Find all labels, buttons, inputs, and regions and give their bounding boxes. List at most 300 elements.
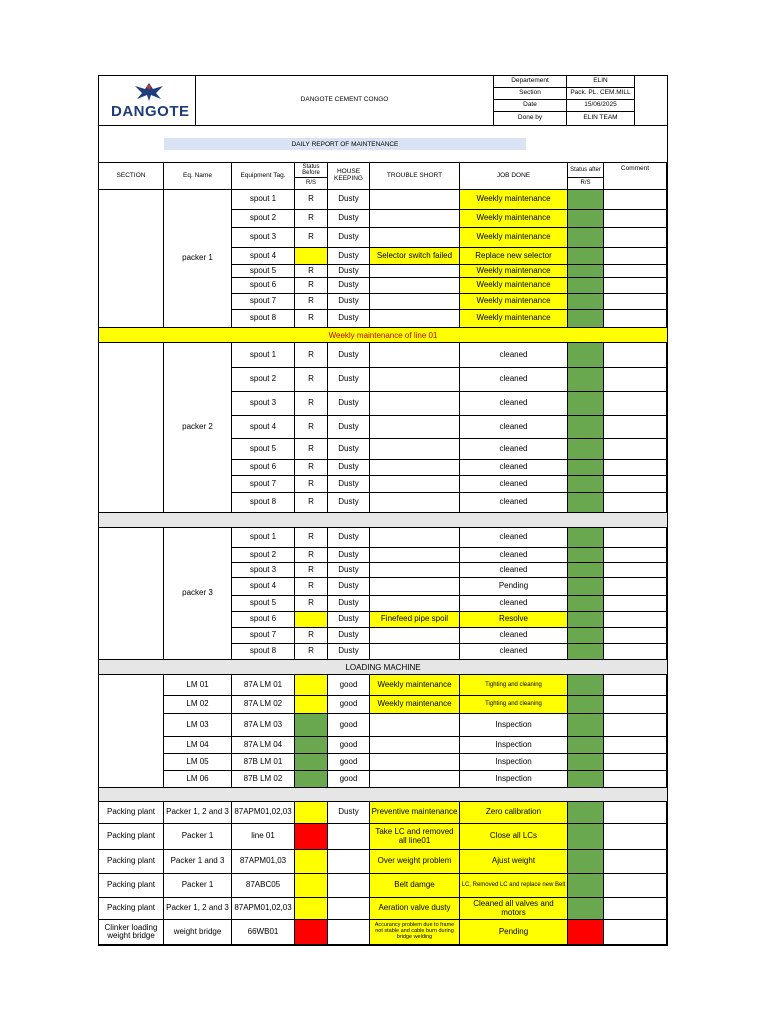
status-after — [568, 737, 604, 754]
house-keeping: Dusty — [328, 210, 370, 228]
lm-tag: 87A LM 02 — [232, 696, 295, 714]
trouble-short — [370, 265, 460, 278]
comment — [604, 190, 667, 210]
status-before — [295, 850, 328, 874]
job-done: cleaned — [460, 439, 568, 460]
info-label-section: Section — [494, 88, 567, 100]
status-before: R — [295, 578, 328, 596]
maintenance-report-sheet — [98, 75, 668, 946]
status-after — [568, 416, 604, 439]
trouble-short — [370, 343, 460, 368]
status-after — [568, 310, 604, 328]
house-keeping: Dusty — [328, 416, 370, 439]
eq-name: Packer 1 and 3 — [164, 850, 232, 874]
trouble-short — [370, 596, 460, 612]
job-done: Cleaned all valves and motors — [460, 898, 568, 920]
col-eq-name: Eq. Name — [164, 163, 232, 190]
table-row: spout 7 — [232, 628, 295, 644]
lm-tag: 87A LM 04 — [232, 737, 295, 754]
equipment-tag: 87APM01,02,03 — [232, 898, 295, 920]
comment — [604, 210, 667, 228]
status-after — [568, 439, 604, 460]
job-done: cleaned — [460, 644, 568, 660]
trouble-short — [370, 310, 460, 328]
table-row: spout 5 — [232, 439, 295, 460]
col-comment: Comment — [604, 163, 667, 190]
eq-name: Packer 1, 2 and 3 — [164, 802, 232, 824]
trouble-short — [370, 368, 460, 392]
table-row: spout 2 — [232, 368, 295, 392]
trouble-short — [370, 563, 460, 578]
comment — [604, 493, 667, 513]
job-done: Weekly maintenance — [460, 265, 568, 278]
job-done: cleaned — [460, 528, 568, 548]
status-before — [295, 802, 328, 824]
trouble-short — [370, 714, 460, 737]
comment — [604, 265, 667, 278]
job-done: cleaned — [460, 563, 568, 578]
comment — [604, 439, 667, 460]
job-done: Inspection — [460, 737, 568, 754]
trouble-short — [370, 439, 460, 460]
info-value-department: ELIN — [567, 76, 635, 88]
comment — [604, 920, 667, 945]
band-loading-machine: LOADING MACHINE — [99, 660, 667, 675]
table-row: spout 6 — [232, 278, 295, 294]
col-status-before-rs: R/S — [295, 178, 328, 190]
info-label-date: Date — [494, 100, 567, 112]
col-section: SECTION — [99, 163, 164, 190]
status-after — [568, 850, 604, 874]
comment — [604, 578, 667, 596]
job-done: cleaned — [460, 392, 568, 416]
job-done: cleaned — [460, 460, 568, 476]
status-after — [568, 210, 604, 228]
lm-name: LM 05 — [164, 754, 232, 771]
table-row: spout 8 — [232, 644, 295, 660]
packer1-section — [99, 190, 164, 328]
house-keeping — [328, 874, 370, 898]
eq-name: Packer 1 — [164, 824, 232, 850]
status-after — [568, 548, 604, 563]
comment — [604, 416, 667, 439]
lm-name: LM 03 — [164, 714, 232, 737]
comment — [604, 228, 667, 248]
table-row: spout 5 — [232, 596, 295, 612]
status-before — [295, 675, 328, 696]
job-done: Replace new selector — [460, 248, 568, 265]
status-before: R — [295, 460, 328, 476]
trouble-short — [370, 278, 460, 294]
lm-name: LM 01 — [164, 675, 232, 696]
house-keeping: Dusty — [328, 265, 370, 278]
house-keeping: Dusty — [328, 476, 370, 493]
job-done: Pending — [460, 920, 568, 945]
comment — [604, 675, 667, 696]
section-name: Packing plant — [99, 802, 164, 824]
comment — [604, 737, 667, 754]
packer1-name: packer 1 — [164, 190, 232, 328]
house-keeping — [328, 898, 370, 920]
comment — [604, 294, 667, 310]
house-keeping: Dusty — [328, 528, 370, 548]
status-after — [568, 802, 604, 824]
comment — [604, 596, 667, 612]
equipment-tag: 66WB01 — [232, 920, 295, 945]
status-before: R — [295, 596, 328, 612]
status-before: R — [295, 563, 328, 578]
section-name: Clinker loading weight bridge — [99, 920, 164, 945]
status-after — [568, 578, 604, 596]
job-done: cleaned — [460, 343, 568, 368]
status-after — [568, 898, 604, 920]
col-status-before: Status Before — [295, 163, 328, 178]
section-name: Packing plant — [99, 850, 164, 874]
trouble-short — [370, 754, 460, 771]
section-name: Packing plant — [99, 824, 164, 850]
col-status-after-rs: R/S — [568, 178, 604, 190]
status-after — [568, 714, 604, 737]
job-done: Pending — [460, 578, 568, 596]
status-before: R — [295, 190, 328, 210]
packer3-section — [99, 528, 164, 660]
status-after — [568, 294, 604, 310]
trouble-short: Weekly maintenance — [370, 696, 460, 714]
job-done: Weekly maintenance — [460, 228, 568, 248]
house-keeping: Dusty — [328, 278, 370, 294]
house-keeping: good — [328, 675, 370, 696]
trouble-short — [370, 294, 460, 310]
status-after — [568, 265, 604, 278]
job-done: Weekly maintenance — [460, 310, 568, 328]
house-keeping: Dusty — [328, 596, 370, 612]
table-row: spout 2 — [232, 210, 295, 228]
comment — [604, 392, 667, 416]
status-before — [295, 754, 328, 771]
equipment-tag: 87APM01,03 — [232, 850, 295, 874]
status-after — [568, 392, 604, 416]
status-before — [295, 696, 328, 714]
trouble-short: Aeration valve dusty — [370, 898, 460, 920]
col-trouble-short: TROUBLE SHORT — [370, 163, 460, 190]
house-keeping: good — [328, 696, 370, 714]
table-row: spout 3 — [232, 228, 295, 248]
status-before — [295, 920, 328, 945]
comment — [604, 644, 667, 660]
job-done: Tighting and cleaning — [460, 675, 568, 696]
logo — [99, 76, 196, 126]
trouble-short: Over weight problem — [370, 850, 460, 874]
house-keeping: Dusty — [328, 228, 370, 248]
eq-name: weight bridge — [164, 920, 232, 945]
trouble-short — [370, 737, 460, 754]
status-after — [568, 824, 604, 850]
job-done: cleaned — [460, 548, 568, 563]
table-row: spout 4 — [232, 416, 295, 439]
status-after — [568, 696, 604, 714]
status-after — [568, 644, 604, 660]
eq-name: Packer 1, 2 and 3 — [164, 898, 232, 920]
table-row: spout 3 — [232, 392, 295, 416]
info-value-section: Pack. PL. CEM.MILL — [567, 88, 635, 100]
status-after — [568, 278, 604, 294]
status-after — [568, 248, 604, 265]
house-keeping: good — [328, 754, 370, 771]
status-after — [568, 476, 604, 493]
equipment-tag: 87ABC05 — [232, 874, 295, 898]
house-keeping: Dusty — [328, 460, 370, 476]
trouble-short — [370, 644, 460, 660]
table-row: spout 8 — [232, 493, 295, 513]
table-row: spout 8 — [232, 310, 295, 328]
status-before: R — [295, 476, 328, 493]
trouble-short: Preventive maintenance — [370, 802, 460, 824]
status-after — [568, 675, 604, 696]
trouble-short: Finefeed pipe spoil — [370, 612, 460, 628]
status-before — [295, 714, 328, 737]
job-done: cleaned — [460, 596, 568, 612]
job-done: Inspection — [460, 771, 568, 788]
job-done: cleaned — [460, 368, 568, 392]
house-keeping: Dusty — [328, 190, 370, 210]
house-keeping: Dusty — [328, 578, 370, 596]
col-house-keeping: HOUSE KEEPING — [328, 163, 370, 190]
comment — [604, 248, 667, 265]
col-job-done: JOB DONE — [460, 163, 568, 190]
packer2-name: packer 2 — [164, 343, 232, 513]
packer2-section — [99, 343, 164, 513]
trouble-short: Weekly maintenance — [370, 675, 460, 696]
job-done: Close all LCs — [460, 824, 568, 850]
status-after — [568, 460, 604, 476]
comment — [604, 898, 667, 920]
house-keeping: Dusty — [328, 548, 370, 563]
comment — [604, 850, 667, 874]
trouble-short — [370, 476, 460, 493]
house-keeping: good — [328, 737, 370, 754]
house-keeping: Dusty — [328, 248, 370, 265]
job-done: Weekly maintenance — [460, 190, 568, 210]
logo-text: DANGOTE — [111, 103, 190, 120]
lm-name: LM 02 — [164, 696, 232, 714]
status-after — [568, 612, 604, 628]
job-done: Inspection — [460, 714, 568, 737]
job-done: LC, Removed LC and replace new Belt — [460, 874, 568, 898]
status-after — [568, 771, 604, 788]
section-name: Packing plant — [99, 898, 164, 920]
band-weekly-maintenance-line01: Weekly maintenance of line 01 — [99, 328, 667, 343]
lm-tag: 87A LM 01 — [232, 675, 295, 696]
comment — [604, 802, 667, 824]
info-spacer — [635, 76, 667, 126]
info-value-done-by: ELIN TEAM — [567, 112, 635, 126]
col-status-after: Status after — [568, 163, 604, 178]
lm-name: LM 04 — [164, 737, 232, 754]
separator-band — [99, 513, 667, 528]
comment — [604, 696, 667, 714]
comment — [604, 460, 667, 476]
comment — [604, 714, 667, 737]
job-done: Ajust weight — [460, 850, 568, 874]
job-done: cleaned — [460, 493, 568, 513]
status-after — [568, 368, 604, 392]
status-before: R — [295, 439, 328, 460]
status-before — [295, 612, 328, 628]
status-before: R — [295, 278, 328, 294]
house-keeping: Dusty — [328, 294, 370, 310]
trouble-short — [370, 771, 460, 788]
table-row: spout 4 — [232, 248, 295, 265]
status-before — [295, 898, 328, 920]
table-row: spout 1 — [232, 528, 295, 548]
comment — [604, 771, 667, 788]
trouble-short — [370, 628, 460, 644]
lm-tag: 87B LM 02 — [232, 771, 295, 788]
status-after — [568, 528, 604, 548]
title-band — [99, 126, 667, 163]
lm-section — [99, 675, 164, 788]
info-label-done-by: Done by — [494, 112, 567, 126]
trouble-short — [370, 528, 460, 548]
status-before: R — [295, 644, 328, 660]
status-before: R — [295, 228, 328, 248]
equipment-tag: line 01 — [232, 824, 295, 850]
job-done: Weekly maintenance — [460, 210, 568, 228]
comment — [604, 368, 667, 392]
trouble-short: Take LC and removed all line01 — [370, 824, 460, 850]
comment — [604, 548, 667, 563]
job-done: cleaned — [460, 476, 568, 493]
job-done: cleaned — [460, 416, 568, 439]
comment — [604, 278, 667, 294]
status-before: R — [295, 368, 328, 392]
job-done: cleaned — [460, 628, 568, 644]
house-keeping — [328, 850, 370, 874]
comment — [604, 824, 667, 850]
comment — [604, 343, 667, 368]
trouble-short: Accurancy problem due to frame not stable and cable burn during bridge welding — [370, 920, 460, 945]
house-keeping: Dusty — [328, 368, 370, 392]
status-before: R — [295, 493, 328, 513]
status-after — [568, 754, 604, 771]
house-keeping: Dusty — [328, 343, 370, 368]
comment — [604, 874, 667, 898]
status-before: R — [295, 416, 328, 439]
table-row: spout 4 — [232, 578, 295, 596]
comment — [604, 754, 667, 771]
house-keeping: Dusty — [328, 563, 370, 578]
trouble-short — [370, 548, 460, 563]
table-row: spout 6 — [232, 460, 295, 476]
trouble-short: Selector switch failed — [370, 248, 460, 265]
house-keeping: Dusty — [328, 439, 370, 460]
house-keeping: Dusty — [328, 802, 370, 824]
house-keeping: good — [328, 714, 370, 737]
trouble-short — [370, 190, 460, 210]
table-row: spout 2 — [232, 548, 295, 563]
house-keeping: good — [328, 771, 370, 788]
company-name: DANGOTE CEMENT CONGO — [196, 76, 494, 126]
status-before — [295, 771, 328, 788]
house-keeping: Dusty — [328, 628, 370, 644]
lm-tag: 87A LM 03 — [232, 714, 295, 737]
job-done: Resolve — [460, 612, 568, 628]
info-value-date: 15/06/2025 — [567, 100, 635, 112]
table-row: spout 7 — [232, 476, 295, 493]
lm-tag: 87B LM 01 — [232, 754, 295, 771]
status-after — [568, 628, 604, 644]
status-before — [295, 824, 328, 850]
status-after — [568, 874, 604, 898]
report-title: DAILY REPORT OF MAINTENANCE — [164, 138, 526, 150]
table-row: spout 7 — [232, 294, 295, 310]
status-before: R — [295, 343, 328, 368]
status-after — [568, 343, 604, 368]
dangote-eagle-icon — [129, 81, 169, 103]
house-keeping — [328, 920, 370, 945]
info-label-department: Departement — [494, 76, 567, 88]
job-done: Inspection — [460, 754, 568, 771]
house-keeping: Dusty — [328, 612, 370, 628]
comment — [604, 476, 667, 493]
status-before — [295, 874, 328, 898]
comment — [604, 310, 667, 328]
status-after — [568, 228, 604, 248]
status-before: R — [295, 392, 328, 416]
section-name: Packing plant — [99, 874, 164, 898]
status-before: R — [295, 310, 328, 328]
separator-band — [99, 788, 667, 802]
table-row: spout 5 — [232, 265, 295, 278]
house-keeping: Dusty — [328, 392, 370, 416]
table-row: spout 3 — [232, 563, 295, 578]
equipment-tag: 87APM01,02,03 — [232, 802, 295, 824]
lm-name: LM 06 — [164, 771, 232, 788]
status-before: R — [295, 528, 328, 548]
trouble-short — [370, 460, 460, 476]
status-after — [568, 563, 604, 578]
table-row: spout 1 — [232, 190, 295, 210]
comment — [604, 612, 667, 628]
trouble-short: Belt damge — [370, 874, 460, 898]
status-before: R — [295, 548, 328, 563]
house-keeping: Dusty — [328, 310, 370, 328]
col-equipment-tag: Equipment Tag. — [232, 163, 295, 190]
status-before: R — [295, 210, 328, 228]
status-before — [295, 737, 328, 754]
status-before: R — [295, 628, 328, 644]
job-done: Weekly maintenance — [460, 294, 568, 310]
comment — [604, 628, 667, 644]
house-keeping: Dusty — [328, 493, 370, 513]
trouble-short — [370, 578, 460, 596]
table-row: spout 1 — [232, 343, 295, 368]
status-after — [568, 596, 604, 612]
trouble-short — [370, 493, 460, 513]
house-keeping: Dusty — [328, 644, 370, 660]
status-before: R — [295, 294, 328, 310]
status-before — [295, 248, 328, 265]
comment — [604, 528, 667, 548]
status-after — [568, 493, 604, 513]
house-keeping — [328, 824, 370, 850]
comment — [604, 563, 667, 578]
job-done: Weekly maintenance — [460, 278, 568, 294]
packer3-name: packer 3 — [164, 528, 232, 660]
table-row: spout 6 — [232, 612, 295, 628]
eq-name: Packer 1 — [164, 874, 232, 898]
status-after — [568, 920, 604, 945]
